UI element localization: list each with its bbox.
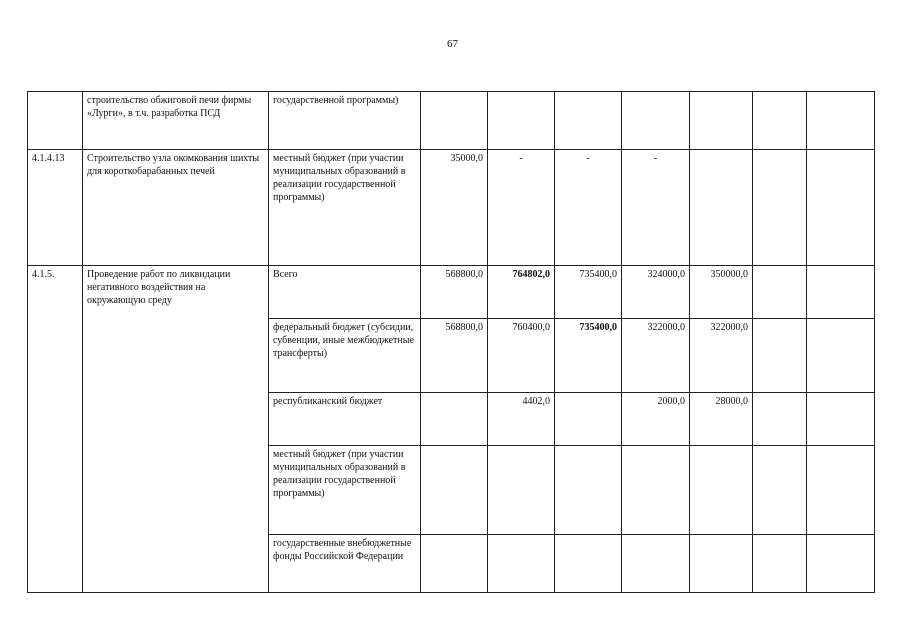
value-cell: - <box>622 150 690 266</box>
row-name: Строительство узла окомкования шихты для короткобарабанных печей <box>83 150 269 266</box>
value-cell <box>807 92 875 150</box>
value-cell <box>622 535 690 593</box>
row-code: 4.1.4.13 <box>28 150 83 266</box>
value-cell <box>421 393 488 446</box>
value-cell <box>807 393 875 446</box>
value-cell: 350000,0 <box>690 266 753 319</box>
row-name: Проведение работ по ликвидации негативного воздействия на окружающую среду <box>83 266 269 593</box>
value-cell <box>488 92 555 150</box>
row-source: Всего <box>269 266 421 319</box>
value-cell <box>421 535 488 593</box>
value-cell: 568800,0 <box>421 319 488 393</box>
value-cell: 322000,0 <box>622 319 690 393</box>
table-row <box>28 92 875 150</box>
value-cell: 764802,0 <box>488 266 555 319</box>
table-row <box>28 150 875 266</box>
value-cell: 760400,0 <box>488 319 555 393</box>
budget-table <box>27 91 875 593</box>
value-cell: 35000,0 <box>421 150 488 266</box>
value-cell <box>555 393 622 446</box>
value-cell <box>807 446 875 535</box>
value-cell <box>807 535 875 593</box>
value-cell: 28000,0 <box>690 393 753 446</box>
value-cell: 2000,0 <box>622 393 690 446</box>
value-cell <box>753 393 807 446</box>
value-cell <box>807 319 875 393</box>
value-cell <box>753 266 807 319</box>
value-cell <box>807 150 875 266</box>
value-cell: 4402,0 <box>488 393 555 446</box>
value-cell: 735400,0 <box>555 266 622 319</box>
row-name: строительство обжиговой печи фирмы «Лурги», в т.ч. разработка ПСД <box>83 92 269 150</box>
value-cell <box>488 446 555 535</box>
row-source: государственной программы) <box>269 92 421 150</box>
value-cell <box>753 150 807 266</box>
value-cell: 568800,0 <box>421 266 488 319</box>
value-cell <box>622 446 690 535</box>
value-cell <box>421 446 488 535</box>
value-cell <box>753 92 807 150</box>
row-source: местный бюджет (при участии муниципальных образований в реализации государственной программы) <box>269 446 421 535</box>
row-source: местный бюджет (при участии муниципальных образований в реализации государственной программы) <box>269 150 421 266</box>
value-cell <box>488 535 555 593</box>
value-cell <box>421 92 488 150</box>
value-cell <box>555 535 622 593</box>
value-cell: - <box>555 150 622 266</box>
value-cell <box>555 446 622 535</box>
value-cell: 324000,0 <box>622 266 690 319</box>
value-cell <box>690 92 753 150</box>
value-cell: 735400,0 <box>555 319 622 393</box>
row-source: федеральный бюджет (субсидии, субвенции, иные межбюджетные трансферты) <box>269 319 421 393</box>
value-cell <box>807 266 875 319</box>
value-cell: - <box>488 150 555 266</box>
value-cell <box>555 92 622 150</box>
value-cell <box>622 92 690 150</box>
value-cell <box>753 535 807 593</box>
value-cell <box>753 446 807 535</box>
page-number: 67 <box>447 38 458 50</box>
value-cell <box>690 150 753 266</box>
row-source: государственные внебюджетные фонды Российской Федерации <box>269 535 421 593</box>
row-code <box>28 92 83 150</box>
table-row <box>28 266 875 319</box>
row-code: 4.1.5. <box>28 266 83 593</box>
value-cell <box>690 446 753 535</box>
value-cell <box>690 535 753 593</box>
value-cell: 322000,0 <box>690 319 753 393</box>
row-source: республиканский бюджет <box>269 393 421 446</box>
value-cell <box>753 319 807 393</box>
